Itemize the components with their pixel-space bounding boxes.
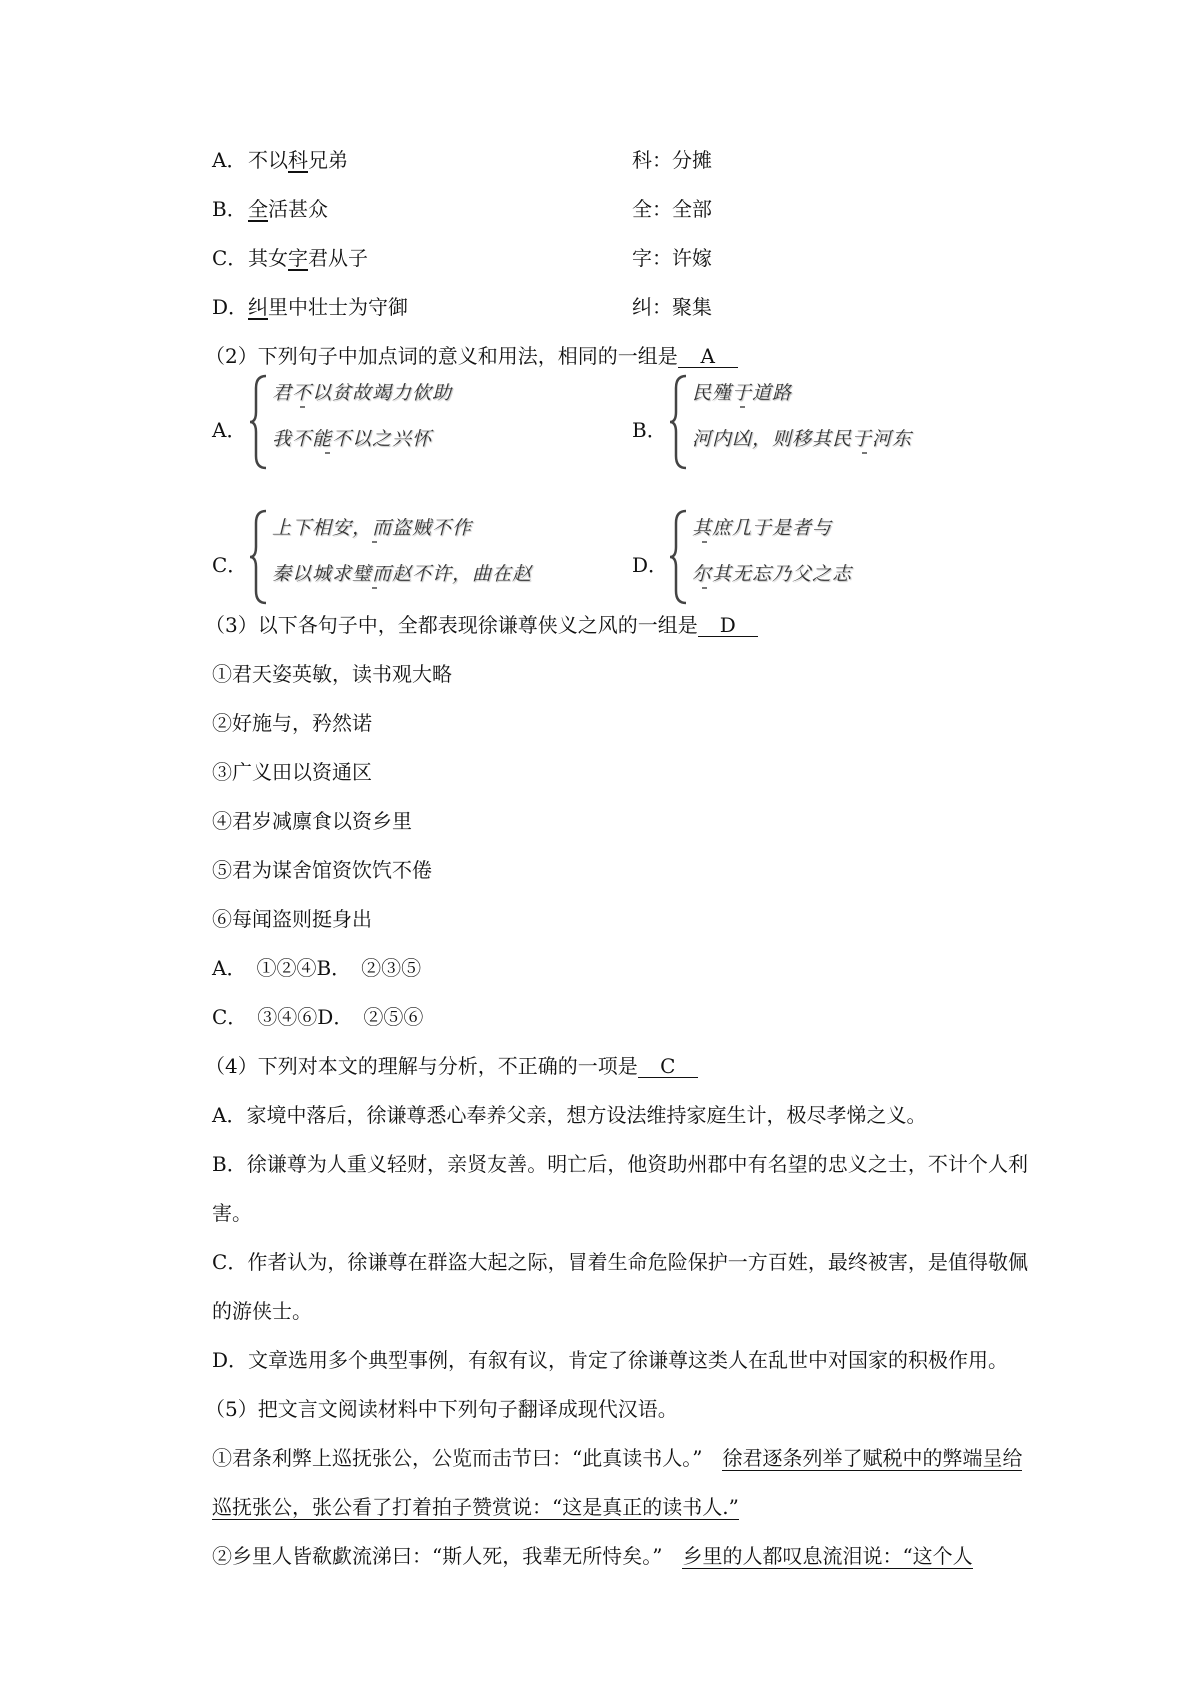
q1-option-b (212, 197, 328, 221)
pair-sentence-2: 河内凶，则移其民于河东 (692, 428, 913, 450)
q3-stem-text: （3）以下各句子中，全都表现徐谦尊侠义之风的一组是 (205, 613, 698, 637)
q1-option-d (212, 295, 408, 319)
pair-sentence-2: 秦以城求璧而赵不许，曲在赵 (272, 563, 533, 585)
q3-item: ①君天姿英敏，读书观大略 (212, 662, 452, 686)
q3-choices-ab: A． ①②④B． ②③⑤ (212, 956, 422, 980)
option-text-pre: 不以 (248, 148, 288, 172)
pair-label: D． (632, 553, 669, 577)
q3-answer: D (698, 614, 758, 637)
brace-icon (248, 509, 270, 605)
q4-option-a: A．家境中落后，徐谦尊悉心奉养父亲，想方设法维持家庭生计，极尽孝悌之义。 (212, 1103, 927, 1127)
q5-translation: 乡里的人都叹息流泪说：“这个人 (682, 1544, 973, 1568)
option-text-pre: 其女 (248, 246, 288, 270)
marked-word: 字 (288, 246, 308, 270)
q5-translation: 徐君逐条列举了赋税中的弊端呈给巡抚张公，张公看了打着拍子赞赏说：“这是真正的读书人.” (212, 1446, 1023, 1519)
q1-gloss-c: 字：许嫁 (632, 246, 712, 270)
emphasis-dot (740, 406, 745, 408)
q2-answer: A (678, 345, 738, 368)
q2-pair-b (632, 372, 913, 472)
option-text-post: 兄弟 (308, 148, 348, 172)
q3-item: ④君岁减廪食以资乡里 (212, 809, 412, 833)
emphasis-dot (325, 452, 330, 454)
q4-answer: C (638, 1055, 698, 1078)
pair-sentence-1: 其庶几于是者与 (692, 517, 833, 539)
brace-icon (668, 509, 690, 605)
brace-icon (248, 374, 270, 470)
option-text-post: 里中壮士为守御 (268, 295, 408, 319)
q4-option-b: B．徐谦尊为人重义轻财，亲贤友善。明亡后，他资助州郡中有名望的忠义之士，不计个人利害。 (212, 1152, 1028, 1225)
q2-stem (205, 344, 738, 368)
q1-option-c (212, 246, 368, 270)
q4-stem-text: （4）下列对本文的理解与分析，不正确的一项是 (205, 1054, 638, 1078)
option-text-post: 君从子 (308, 246, 368, 270)
q5-source-sentence: ①君条利弊上巡抚张公，公览而击节曰：“此真读书人。” (212, 1446, 703, 1470)
pair-label: C． (212, 553, 248, 577)
q1-gloss-b: 全：全部 (632, 197, 712, 221)
option-label: C． (212, 246, 248, 270)
emphasis-dot (300, 406, 305, 408)
marked-word: 科 (288, 148, 308, 172)
option-label: B． (212, 197, 247, 221)
pair-sentence-1: 君不以贫故竭力佽助 (272, 382, 453, 404)
marked-word: 全 (248, 197, 268, 221)
option-label: D． (212, 295, 249, 319)
q3-choices-cd: C． ③④⑥D． ②⑤⑥ (212, 1005, 424, 1029)
q2-stem-text: （2）下列句子中加点词的意义和用法，相同的一组是 (205, 344, 678, 368)
q5-source-sentence: ②乡里人皆欷歔流涕曰：“斯人死，我辈无所恃矣。” (212, 1544, 663, 1568)
emphasis-dot (372, 587, 377, 589)
q1-option-a (212, 148, 348, 172)
brace-icon (668, 374, 690, 470)
pair-sentence-1: 上下相安，而盗贼不作 (272, 517, 473, 539)
pair-label: A． (212, 418, 247, 442)
q5-item-2 (212, 1532, 1028, 1581)
pair-label: B． (632, 418, 667, 442)
q4-stem (205, 1054, 698, 1078)
q4-option-d: D．文章选用多个典型事例，有叙有议，肯定了徐谦尊这类人在乱世中对国家的积极作用。 (212, 1348, 1009, 1372)
q2-pair-d (632, 507, 892, 607)
option-text-post: 活甚众 (268, 197, 328, 221)
pair-sentence-1: 民殣于道路 (692, 382, 793, 404)
q3-item: ②好施与，矜然诺 (212, 711, 372, 735)
q4-option-c: C．作者认为，徐谦尊在群盗大起之际，冒着生命危险保护一方百姓，最终被害，是值得敬佩的游侠士。 (212, 1250, 1028, 1323)
emphasis-dot (862, 452, 867, 454)
q3-stem (205, 613, 758, 637)
emphasis-dot (702, 587, 707, 589)
q3-item: ③广义田以资通区 (212, 760, 372, 784)
q2-pair-c (212, 507, 612, 607)
q5-stem: （5）把文言文阅读材料中下列句子翻译成现代汉语。 (205, 1397, 678, 1421)
emphasis-dot (372, 541, 377, 543)
marked-word: 纠 (248, 295, 268, 319)
q3-item: ⑤君为谋舍馆资饮饩不倦 (212, 858, 432, 882)
q2-pair-a (212, 372, 612, 472)
q1-gloss-d: 纠：聚集 (632, 295, 712, 319)
emphasis-dot (702, 541, 707, 543)
pair-sentence-2: 尔其无忘乃父之志 (692, 563, 853, 585)
option-label: A． (212, 148, 247, 172)
q5-item-1 (212, 1434, 1028, 1532)
q1-gloss-a: 科：分摊 (632, 148, 712, 172)
pair-sentence-2: 我不能不以之兴怀 (272, 428, 433, 450)
q3-item: ⑥每闻盗则挺身出 (212, 907, 372, 931)
